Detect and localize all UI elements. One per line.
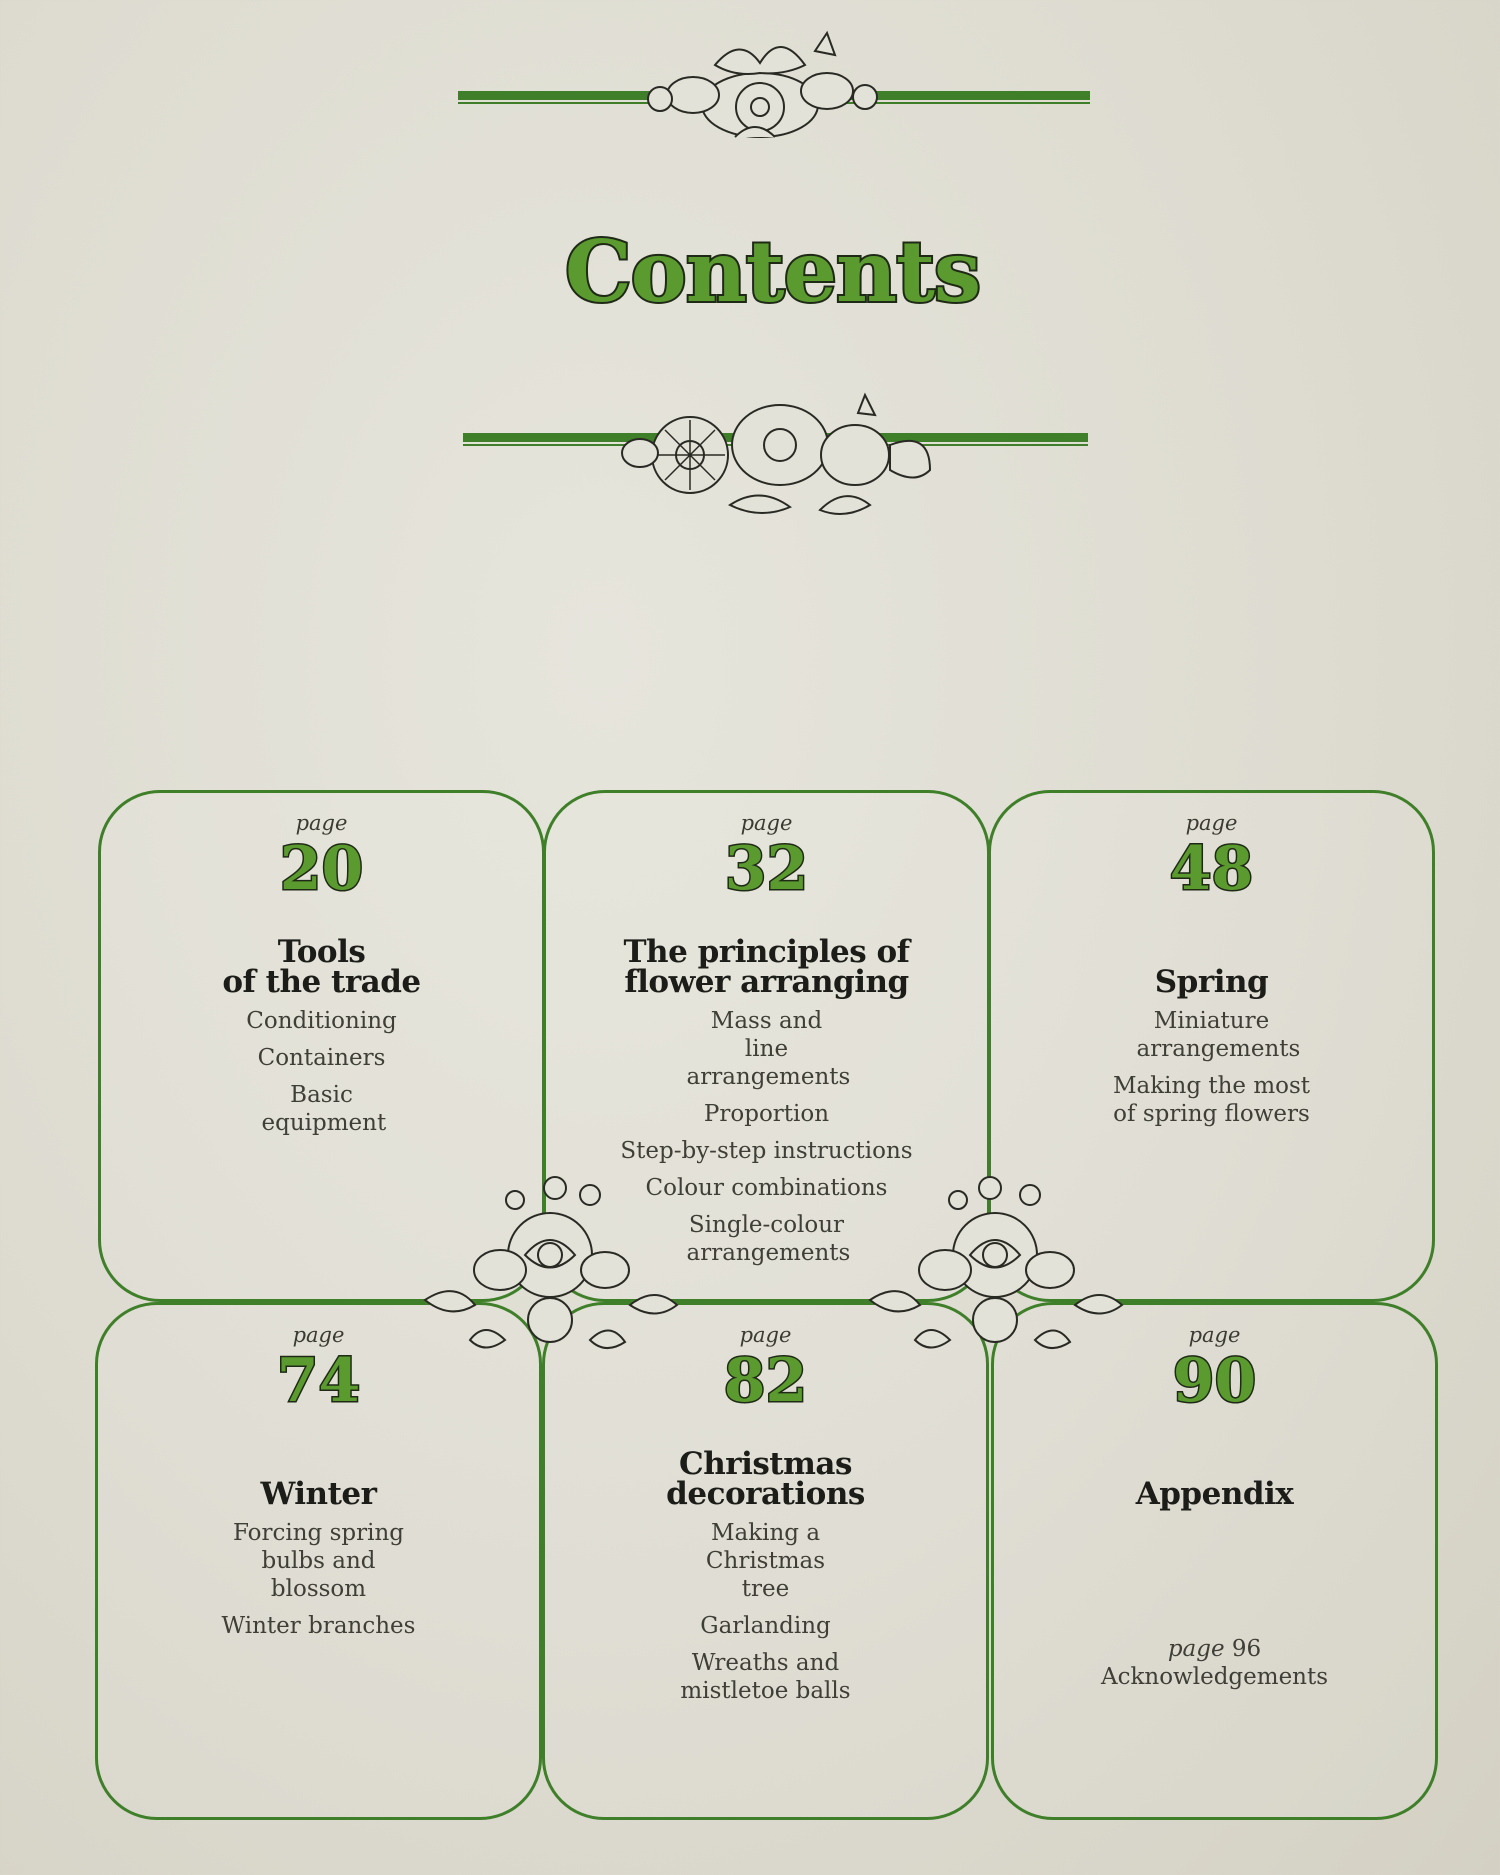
page-label: page	[292, 1323, 345, 1347]
page-label: page	[1167, 1636, 1225, 1662]
section-item: Containers	[257, 1045, 386, 1071]
section-item: Making a Christmas tree	[705, 1520, 826, 1602]
section-item: Wreaths and mistletoe balls	[680, 1650, 851, 1704]
page-number: 96	[1231, 1636, 1262, 1662]
section-card-christmas[interactable]	[542, 1302, 989, 1820]
page-number: 82	[723, 1346, 808, 1416]
page-number: 32	[724, 834, 809, 904]
section-heading: Christmas decorations	[666, 1446, 865, 1512]
section-item: Conditioning	[246, 1008, 397, 1034]
section-item: Mass and line arrangements	[686, 1008, 851, 1090]
page-label: page	[739, 1323, 792, 1347]
page-number: 74	[276, 1346, 361, 1416]
section-heading: The principles of flower arranging	[623, 934, 910, 1000]
acknowledgements-label: Acknowledgements	[1100, 1664, 1329, 1690]
page-label: page	[1185, 811, 1238, 835]
section-card-winter[interactable]	[95, 1302, 542, 1820]
section-item: Colour combinations	[645, 1175, 888, 1201]
section-item: Winter branches	[221, 1613, 416, 1639]
page-label: page	[1188, 1323, 1241, 1347]
section-item: Garlanding	[700, 1613, 831, 1639]
page-number: 48	[1169, 834, 1254, 904]
section-item: Single-colour arrangements	[686, 1212, 851, 1266]
section-heading: Tools of the trade	[222, 934, 421, 1000]
section-heading: Winter	[260, 1476, 377, 1512]
top-flower-ornament	[455, 25, 1090, 145]
rose-cluster-right-ornament	[860, 1170, 1130, 1365]
section-item: Proportion	[703, 1101, 830, 1127]
page-label: page	[295, 811, 348, 835]
page-number: 90	[1172, 1346, 1257, 1416]
page-label: page	[740, 811, 793, 835]
section-item: Making the most of spring flowers	[1112, 1073, 1311, 1127]
section-heading: Appendix	[1135, 1476, 1294, 1512]
acknowledgements-entry[interactable]	[994, 1635, 1435, 1691]
page-title: Contents	[564, 222, 981, 321]
section-card-appendix[interactable]	[991, 1302, 1438, 1820]
section-item: Miniature arrangements	[1136, 1008, 1301, 1062]
page-number: 20	[279, 834, 364, 904]
section-item: Basic equipment	[261, 1082, 387, 1136]
section-item: Step-by-step instructions	[620, 1138, 913, 1164]
section-item: Forcing spring bulbs and blossom	[232, 1520, 405, 1602]
rose-cluster-left-ornament	[415, 1170, 685, 1365]
middle-flower-ornament	[460, 385, 1090, 525]
section-heading: Spring	[1154, 964, 1269, 1000]
